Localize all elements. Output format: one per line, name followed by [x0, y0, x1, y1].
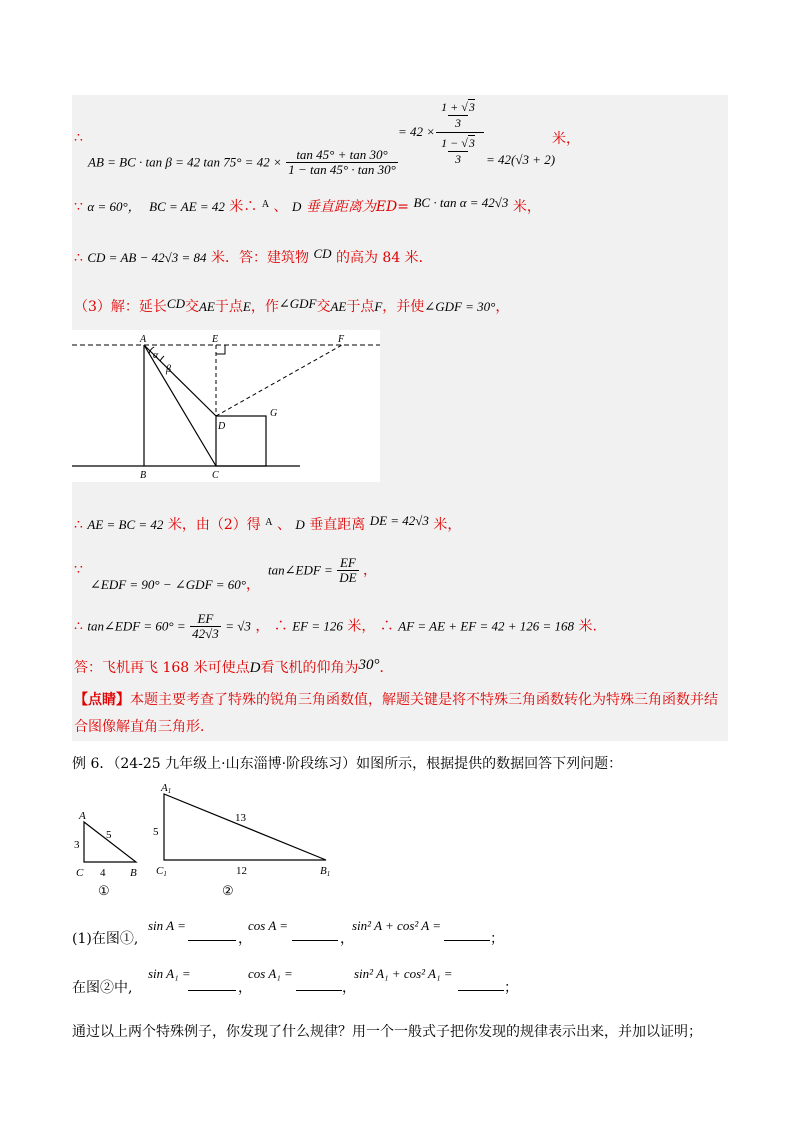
- tri2-label-C: C1: [156, 865, 167, 878]
- answer-blank-cos-a1[interactable]: [296, 978, 342, 991]
- figure-geometry-1: [72, 330, 380, 482]
- comment-line-2: 合图像解直角三角形．: [74, 719, 214, 735]
- angle-edf-line: ∵: [74, 562, 83, 578]
- example-title: 例 6．（24-25 九年级上·山东淄博·阶段练习）如图所示，根据提供的数据回答下列问题：: [72, 756, 623, 772]
- tan-edf-fraction: tan∠EDF = $\frac{EF}{DE}$ ，: [268, 555, 378, 585]
- comment-line-1: 【点睛】本题主要考查了特殊的锐角三角函数值，解题关键是将不特殊三角函数转化为特殊三角函数并结: [74, 692, 718, 708]
- question-1: (1)在图①,: [72, 931, 139, 947]
- tri2-label-A: A1: [161, 782, 172, 795]
- label-C: C: [212, 470, 219, 481]
- answer-blank-sum-a[interactable]: [444, 928, 490, 941]
- tri2-side-ab: 13: [235, 812, 246, 824]
- question-3: 通过以上两个特殊例子，你发现了什么规律？用一个一般式子把你发现的规律表示出来，并加以证明；: [72, 1024, 702, 1040]
- answer-blank-sum-a1[interactable]: [458, 978, 504, 991]
- ab-equation: AB = BC · tan β = 42 tan 75° = 42 × $\frac{\tan 45^\circ + \tan 30^\circ}{1 - \tan 45^\circ \cdot \tan 30^\circ}$: [88, 147, 396, 177]
- because-symbol: ∵ α = 60°， BC = AE = 42 米∴ $^A$ 、 D 垂直距离为ED= BC · tan α = 42√3 米，: [74, 195, 541, 215]
- tri1-label-C: C: [76, 867, 84, 879]
- answer-line: 答：飞机再飞 168 米可使点D看飞机的仰角为30°．: [74, 657, 394, 676]
- ef-af-line: ∴ tan∠EDF = 60° = $\frac{EF}{42√3}$ = √3 ， ∴ EF = 126 米， ∴ AF = AE + EF = 42 + 126 = 168 米.: [74, 611, 597, 641]
- tri1-side-ab: 5: [106, 829, 112, 841]
- label-A: A: [140, 334, 147, 345]
- part3-line: （3）解：延长CD交AE于点E，作∠GDF交AE于点F，并使∠GDF = 30°，: [74, 296, 510, 315]
- tri1-side-cb: 4: [100, 867, 106, 879]
- label-F: F: [338, 334, 345, 345]
- tri1-side-ca: 3: [74, 839, 80, 851]
- question-2: 在图②中,: [72, 980, 133, 996]
- tri1-label-A: A: [79, 810, 86, 822]
- label-E: E: [212, 334, 219, 345]
- label-G: G: [270, 408, 278, 419]
- tan-sum-fraction: $\frac{\tan 45^\circ + \tan 30^\circ}{1 - \tan 45^\circ \cdot \tan 30^\circ}$: [288, 147, 396, 177]
- therefore-symbol: ∴: [74, 130, 83, 146]
- figure-number-1: ①: [98, 883, 110, 898]
- answer-blank-sin-a1[interactable]: [188, 978, 236, 991]
- answer-blank-sin-a[interactable]: [188, 928, 236, 941]
- tri2-label-B: B1: [320, 865, 331, 878]
- triangle-2: [164, 794, 326, 860]
- answer-blank-cos-a[interactable]: [292, 928, 338, 941]
- unit-mi-1: 米，: [552, 131, 580, 147]
- tri1-label-B: B: [130, 867, 137, 879]
- tri2-side-cb: 12: [236, 865, 247, 877]
- label-B: B: [140, 470, 147, 481]
- triangle-1: [84, 822, 136, 862]
- label-beta: β: [166, 364, 171, 375]
- label-alpha: α: [153, 350, 159, 361]
- figure-triangles: [70, 780, 360, 906]
- figure-background: [72, 330, 380, 482]
- ae-line: ∴ AE = BC = 42 米，由（2）得 $^A$ 、 D 垂直距离 DE = 42√3 米，: [74, 513, 462, 533]
- tri2-side-ca: 5: [153, 826, 159, 838]
- figure-number-2: ②: [222, 883, 234, 898]
- label-D: D: [218, 421, 226, 432]
- cd-result-line: ∴ CD = AB − 42√3 = 84 米．答：建筑物 CD 的高为 84 米．: [74, 246, 433, 266]
